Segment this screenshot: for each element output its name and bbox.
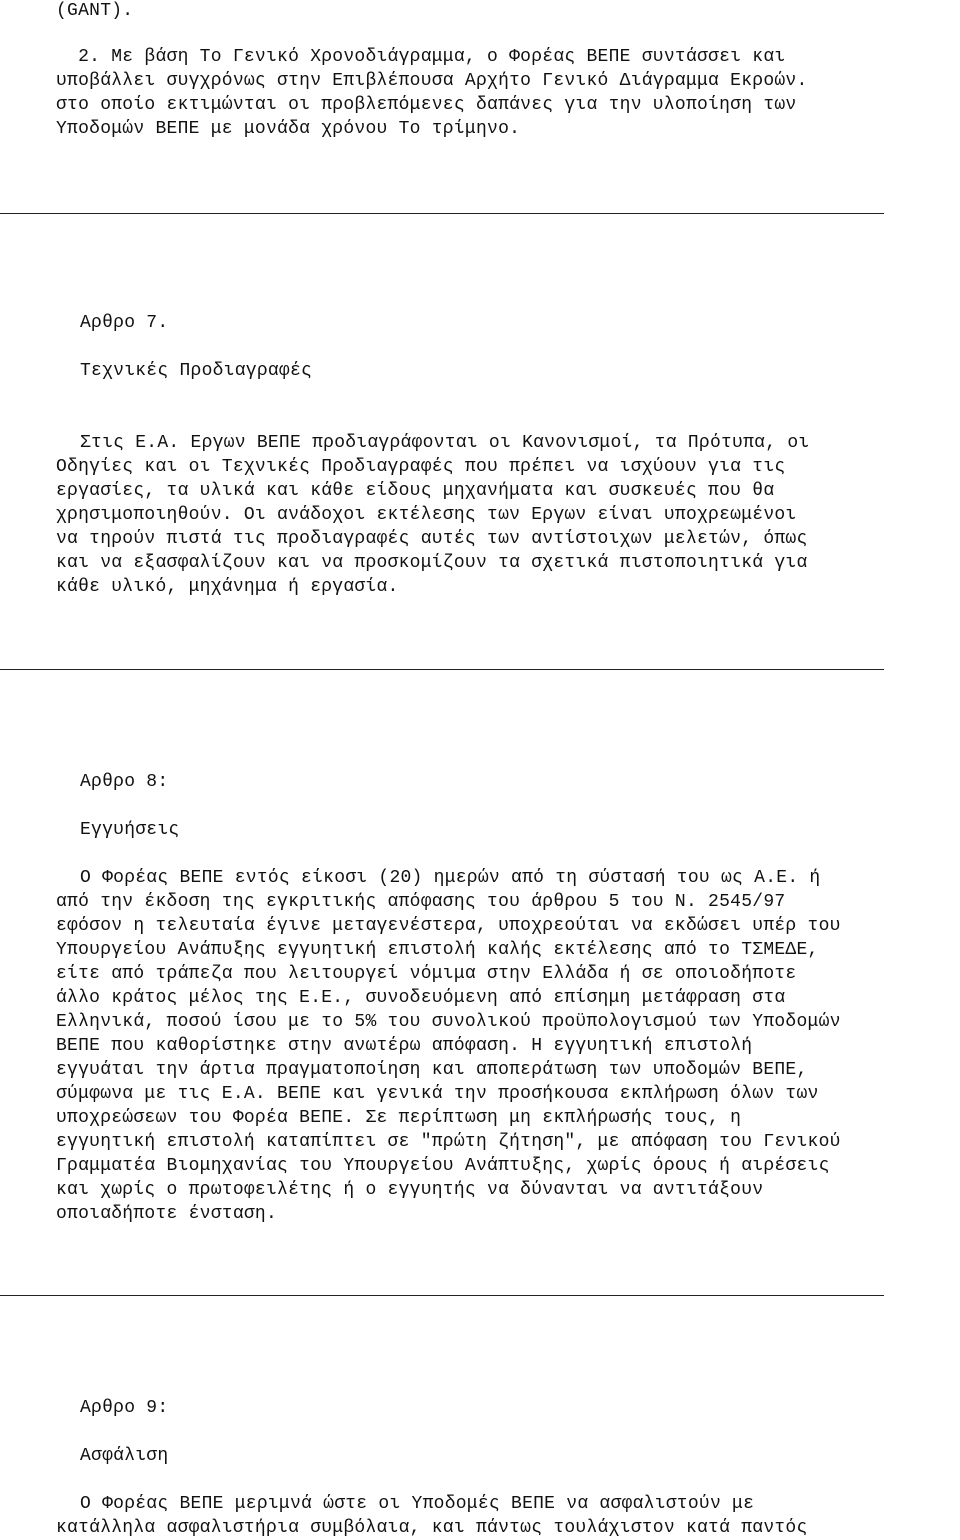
text-line: χρησιμοποιηθούν. Οι ανάδοχοι εκτέλεσης των Εργων είναι υποχρεωμένοι bbox=[56, 505, 797, 525]
text-line: εφόσον η τελευταία έγινε μεταγενέστερα, υποχρεούται να εκδώσει υπέρ του bbox=[56, 916, 841, 936]
article-title: Ασφάλιση bbox=[80, 1446, 169, 1466]
text-line: Οδηγίες και οι Τεχνικές Προδιαγραφές που πρέπει να ισχύουν για τις bbox=[56, 457, 786, 477]
text-line: Στις Ε.Α. Εργων ΒΕΠΕ προδιαγράφονται οι Κανονισμοί, τα Πρότυπα, οι bbox=[80, 433, 810, 453]
text-line: Υπουργείου Ανάπυξης εγγυητική επιστολή καλής εκτέλεσης από το ΤΣΜΕΔΕ, bbox=[56, 940, 819, 960]
text-line: Ελληνικά, ποσού ίσου με το 5% του συνολικού προϋπολογισμού των Υποδομών bbox=[56, 1012, 841, 1032]
text-line: κατάλληλα ασφαλιστήρια συμβόλαια, και πάντως τουλάχιστον κατά παντός bbox=[56, 1518, 808, 1538]
text-line: ΒΕΠΕ που καθορίστηκε στην ανωτέρω απόφαση. Η εγγυητική επιστολή bbox=[56, 1036, 753, 1056]
article-title: Τεχνικές Προδιαγραφές bbox=[80, 361, 313, 381]
text-line: κάθε υλικό, μηχάνημα ή εργασία. bbox=[56, 577, 399, 597]
section-divider bbox=[0, 1295, 884, 1296]
text-line: υποχρεώσεων του Φορέα ΒΕΠΕ. Σε περίπτωση μη εκπλήρωσής τους, η bbox=[56, 1108, 742, 1128]
text-line: άλλο κράτος μέλος της Ε.Ε., συνοδευόμενη από επίσημη μετάφραση στα bbox=[56, 988, 786, 1008]
text-line: σύμφωνα με τις Ε.Α. ΒΕΠΕ και γενικά την προσήκουσα εκπλήρωση όλων των bbox=[56, 1084, 819, 1104]
text-line: 2. Με βάση Το Γενικό Χρονοδιάγραμμα, ο Φορέας ΒΕΠΕ συντάσσει και bbox=[56, 47, 786, 67]
text-line: στο οποίο εκτιμώνται οι προβλεπόμενες δαπάνες για την υλοποίηση των bbox=[56, 95, 797, 115]
header-fragment: (GANT). bbox=[56, 1, 134, 21]
text-line: και χωρίς ο πρωτοφειλέτης ή ο εγγυητής να δύνανται να αντιτάξουν bbox=[56, 1180, 764, 1200]
article-heading: Αρθρο 7. bbox=[80, 313, 169, 333]
text-line: και να εξασφαλίζουν και να προσκομίζουν τα σχετικά πιστοποιητικά για bbox=[56, 553, 808, 573]
text-line: Γραμματέα Βιομηχανίας του Υπουργείου Ανάπτυξης, χωρίς όρους ή αιρέσεις bbox=[56, 1156, 830, 1176]
text-line: Ο Φορέας ΒΕΠΕ μεριμνά ώστε οι Υποδομές ΒΕΠΕ να ασφαλιστούν με bbox=[80, 1494, 755, 1514]
text-line: Υποδομών ΒΕΠΕ με μονάδα χρόνου Το τρίμηνο. bbox=[56, 119, 521, 139]
article-heading: Αρθρο 9: bbox=[80, 1398, 169, 1418]
section-divider bbox=[0, 213, 884, 214]
text-line: εγγυάται την άρτια πραγματοποίηση και αποπεράτωση των υποδομών ΒΕΠΕ, bbox=[56, 1060, 808, 1080]
text-line: είτε από τράπεζα που λειτουργεί νόμιμα στην Ελλάδα ή σε οποιοδήποτε bbox=[56, 964, 797, 984]
text-line: εγγυητική επιστολή καταπίπτει σε "πρώτη ζήτηση", με απόφαση του Γενικού bbox=[56, 1132, 841, 1152]
text-line: εργασίες, τα υλικά και κάθε είδους μηχανήματα και συσκευές που θα bbox=[56, 481, 775, 501]
section-divider bbox=[0, 669, 884, 670]
article-title: Εγγυήσεις bbox=[80, 820, 180, 840]
text-line: Ο Φορέας ΒΕΠΕ εντός είκοσι (20) ημερών από τη σύστασή του ως Α.Ε. ή bbox=[80, 868, 821, 888]
article-heading: Αρθρο 8: bbox=[80, 772, 169, 792]
text-line: υποβάλλει συγχρόνως στην Επιβλέπουσα Αρχήτο Γενικό Διάγραμμα Εκροών. bbox=[56, 71, 808, 91]
text-line: να τηρούν πιστά τις προδιαγραφές αυτές των αντίστοιχων μελετών, όπως bbox=[56, 529, 808, 549]
text-line: από την έκδοση της εγκριτικής απόφασης του άρθρου 5 του Ν. 2545/97 bbox=[56, 892, 786, 912]
text-line: οποιαδήποτε ένσταση. bbox=[56, 1204, 278, 1224]
